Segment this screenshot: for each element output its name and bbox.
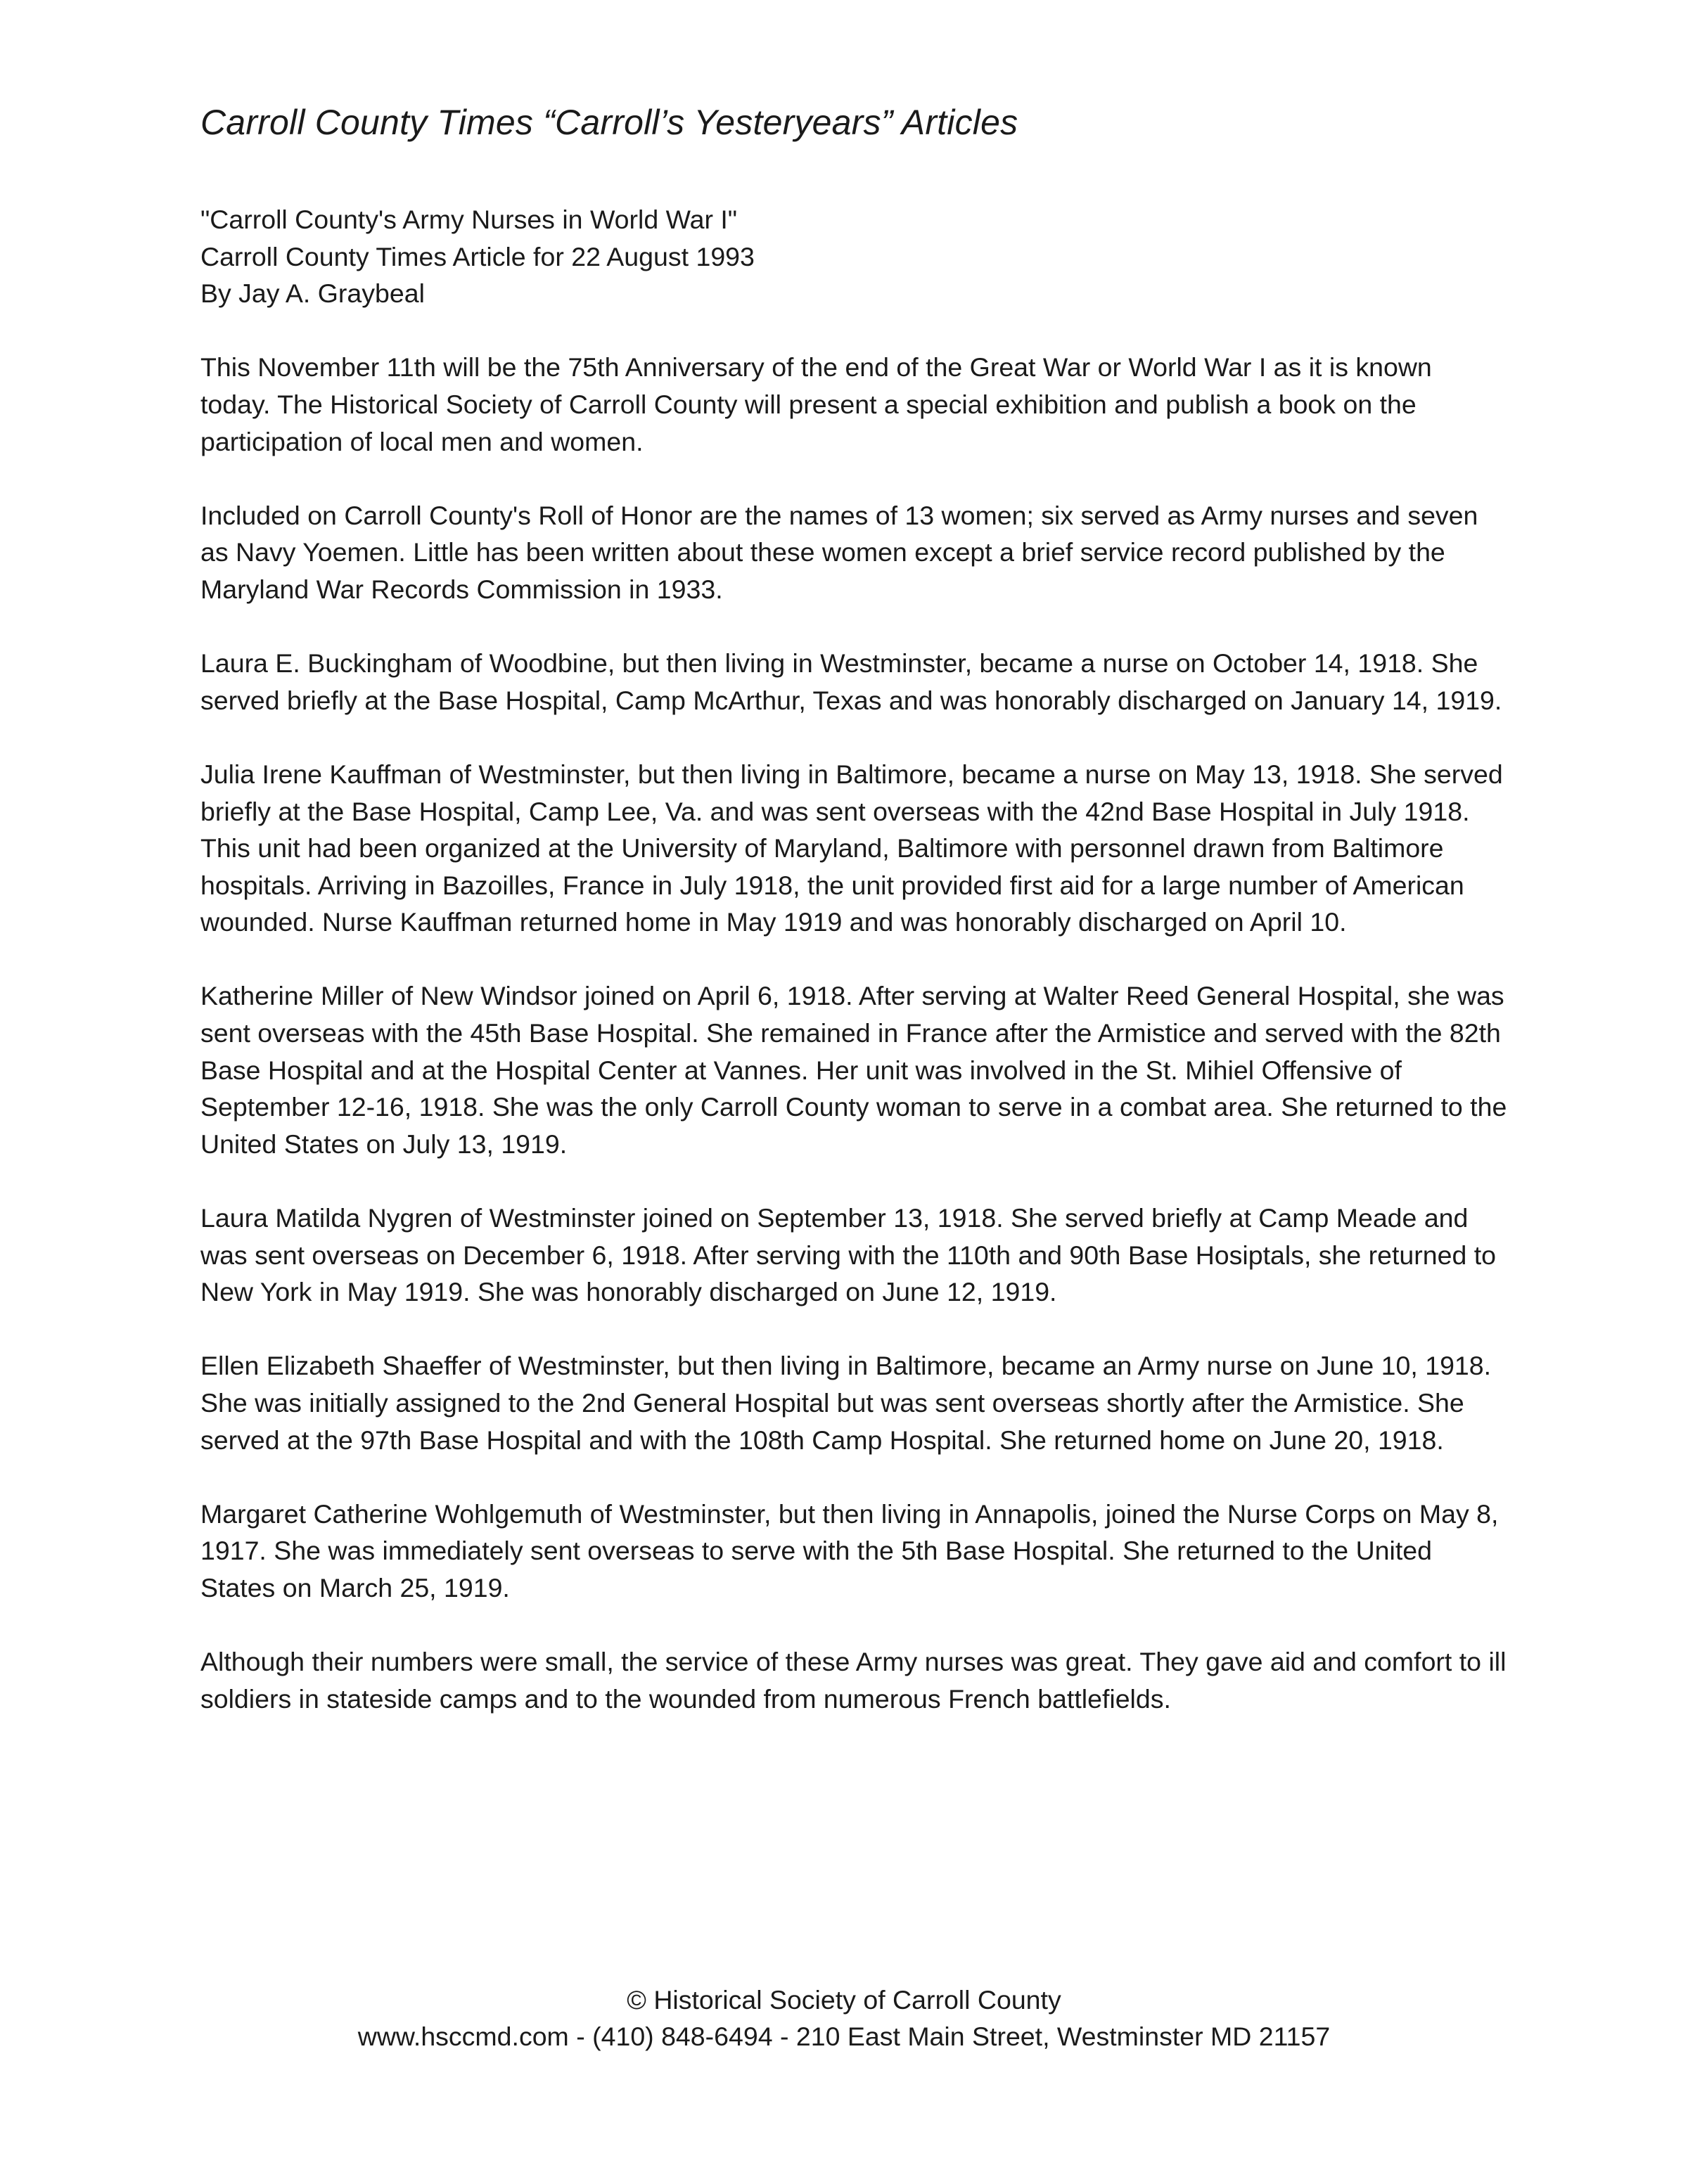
paragraph-wohlgemuth: Margaret Catherine Wohlgemuth of Westminster, but then living in Annapolis, joined the Nurse Corps on May 8, 1917. She was immediately sent overseas to serve with the 5th Base Hospital. She returned to the United States on March 25, 1919.	[200, 1498, 1499, 1602]
series-title: Carroll County Times “Carroll’s Yesteryears” Articles	[200, 103, 1018, 142]
paragraph-shaeffer: Ellen Elizabeth Shaeffer of Westminster, but then living in Baltimore, became an Army nurse on June 10, 1918. She was initially assigned to the 2nd General Hospital but was sent overseas shortly after the Armistice. She served at the 97th Base Hospital and with the 108th Camp Hospital. She returned home on June 20, 1918.	[200, 1351, 1492, 1455]
article-meta	[200, 201, 1509, 312]
paragraph-miller: Katherine Miller of New Windsor joined on April 6, 1918. After serving at Walter Reed General Hospital, she was sent overseas with the 45th Base Hospital. She remained in France after the Armistice and served with the 82th Base Hospital and at the Hospital Center at Vannes. Her unit was involved in the St. Mihiel Offensive of September 12-16, 1918. She was the only Carroll County woman to serve in a combat area. She returned to the United States on July 13, 1919.	[200, 981, 1507, 1159]
paragraph-conclusion: Although their numbers were small, the service of these Army nurses was great. They gave aid and comfort to ill soldiers in stateside camps and to the wounded from numerous French battlefields.	[200, 1647, 1507, 1714]
article-headline: "Carroll County's Army Nurses in World War I"	[200, 205, 738, 234]
paragraph-kauffman: Julia Irene Kauffman of Westminster, but then living in Baltimore, became a nurse on May 13, 1918. She served briefly at the Base Hospital, Camp Lee, Va. and was sent overseas with the 42nd Base Hospital in July 1918. This unit had been organized at the University of Maryland, Baltimore with personnel drawn from Baltimore hospitals. Arriving in Bazoilles, France in July 1918, the unit provided first aid for a large number of American wounded. Nurse Kauffman returned home in May 1919 and was honorably discharged on April 10.	[200, 759, 1503, 937]
paragraph-anniversary: This November 11th will be the 75th Anniversary of the end of the Great War or World War I as it is known today. The Historical Society of Carroll County will present a special exhibition and publish a book on the participation of local men and women.	[200, 352, 1432, 456]
byline: By Jay A. Graybeal	[200, 278, 425, 309]
paragraph-buckingham: Laura E. Buckingham of Woodbine, but then living in Westminster, became a nurse on October 14, 1918. She served briefly at the Base Hospital, Camp McArthur, Texas and was honorably discharged on January 14, 1919.	[200, 648, 1502, 715]
paragraph-nygren: Laura Matilda Nygren of Westminster joined on September 13, 1918. She served briefly at Camp Meade and was sent overseas on December 6, 1918. After serving with the 110th and 90th Base Hosiptals, she returned to New York in May 1919. She was honorably discharged on June 12, 1919.	[200, 1203, 1497, 1307]
article-body	[200, 201, 1509, 1754]
copyright-line: © Historical Society of Carroll County	[627, 1985, 1061, 2015]
contact-line: www.hsccmd.com - (410) 848-6494 - 210 East Main Street, Westminster MD 21157	[357, 2022, 1331, 2051]
page-footer	[0, 1981, 1688, 2055]
publication-line: Carroll County Times Article for 22 August 1993	[200, 241, 755, 271]
paragraph-roll-of-honor: Included on Carroll County's Roll of Honor are the names of 13 women; six served as Army nurses and seven as Navy Yoemen. Little has been written about these women except a brief service record published by the Maryland War Records Commission in 1933.	[200, 500, 1478, 604]
